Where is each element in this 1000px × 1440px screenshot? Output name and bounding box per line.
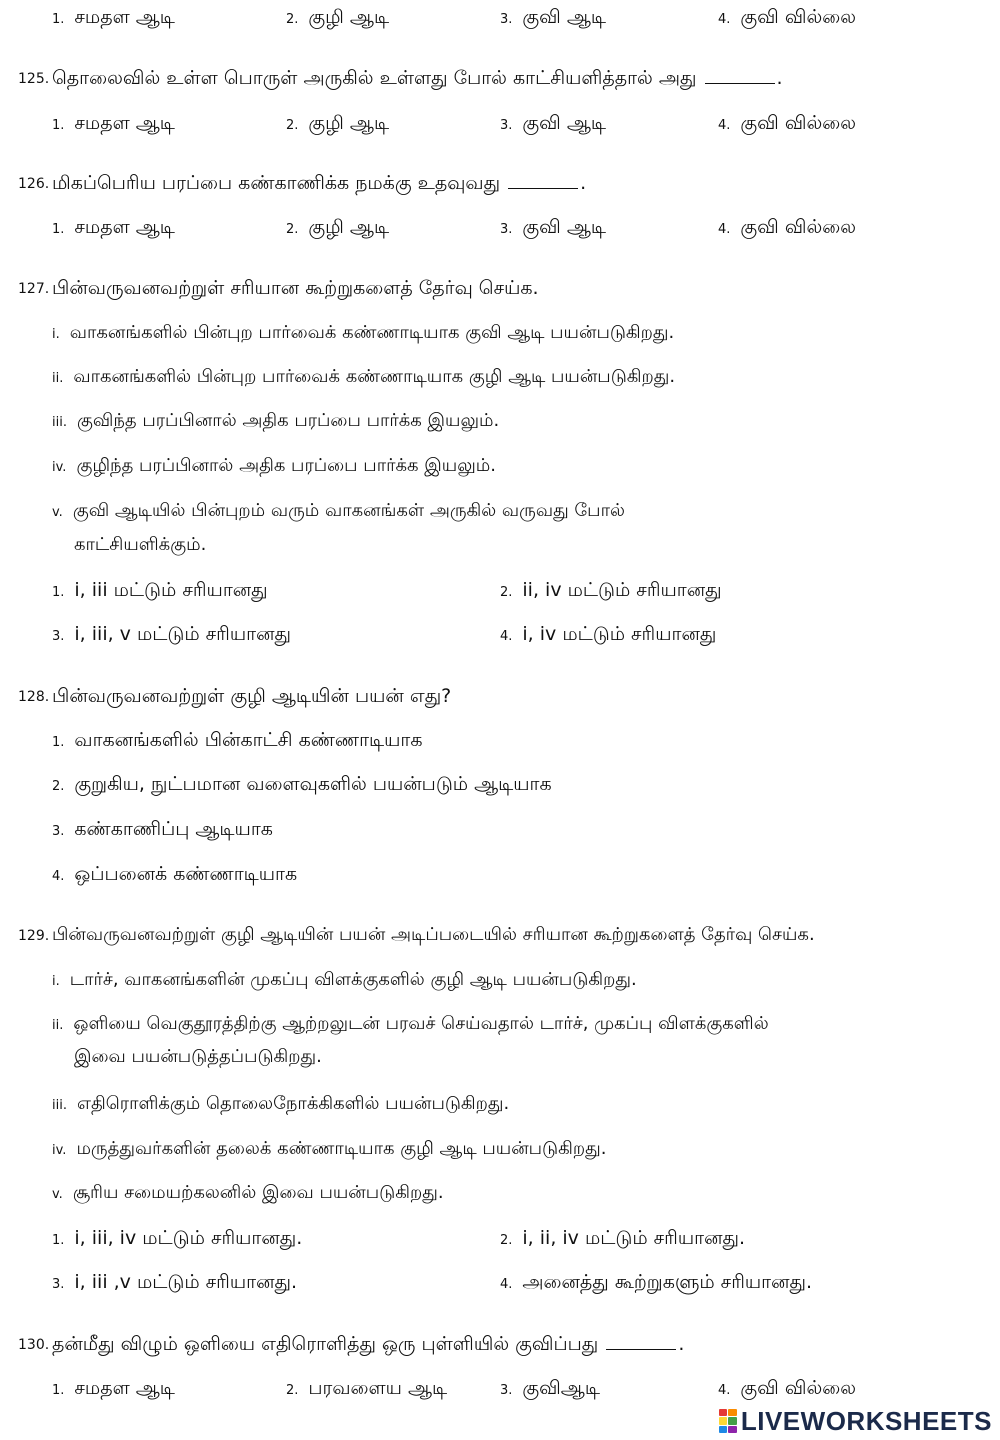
q130-option-3[interactable]: 3. குவிஆடி — [500, 1377, 600, 1399]
q124-option-1[interactable]: 1. சமதள ஆடி — [52, 6, 175, 28]
q125-number: 125. — [18, 71, 50, 87]
liveworksheets-logo-icon — [719, 1409, 737, 1433]
q130-option-4[interactable]: 4. குவி வில்லை — [718, 1377, 856, 1399]
q125-option-4[interactable]: 4. குவி வில்லை — [718, 112, 856, 134]
q129-statement-ii: ii. ஒளியை வெகுதூரத்திற்கு ஆற்றலுடன் பரவச் செய்வதால் டார்ச், முகப்பு விளக்குகளில் — [52, 1013, 769, 1034]
q126-number: 126. — [18, 176, 50, 192]
q129-statement-iv: iv. மருத்துவர்களின் தலைக் கண்ணாடியாக குழி ஆடி பயன்படுகிறது. — [52, 1138, 607, 1159]
liveworksheets-logo[interactable] — [719, 1406, 992, 1436]
q129-text: பின்வருவனவற்றுள் குழி ஆடியின் பயன் அடிப்படையில் சரியான கூற்றுகளைத் தேர்வு செய்க. — [52, 924, 815, 945]
q129-statement-i: i. டார்ச், வாகனங்களின் முகப்பு விளக்குகளில் குழி ஆடி பயன்படுகிறது. — [52, 969, 637, 990]
q128-option-3[interactable]: 3. கண்காணிப்பு ஆடியாக — [52, 818, 273, 840]
q127-text: பின்வருவனவற்றுள் சரியான கூற்றுகளைத் தேர்வு செய்க. — [52, 277, 539, 299]
q127-number: 127. — [18, 281, 50, 297]
q124-option-4[interactable]: 4. குவி வில்லை — [718, 6, 856, 28]
q130-option-2[interactable]: 2. பரவளைய ஆடி — [286, 1377, 448, 1399]
q129-option-3[interactable]: 3. i, iii ,v மட்டும் சரியானது. — [52, 1271, 298, 1293]
q129-number: 129. — [18, 928, 50, 944]
q125-text: தொலைவில் உள்ள பொருள் அருகில் உள்ளது போல் காட்சியளித்தால் அது . — [52, 67, 783, 89]
q124-option-3[interactable]: 3. குவி ஆடி — [500, 6, 606, 28]
q127-option-2[interactable]: 2. ii, iv மட்டும் சரியானது — [500, 579, 722, 601]
q129-option-1[interactable]: 1. i, iii, iv மட்டும் சரியானது. — [52, 1227, 303, 1249]
q125-blank[interactable] — [705, 65, 775, 84]
q126-text: மிகப்பெரிய பரப்பை கண்காணிக்க நமக்கு உதவுவது . — [52, 172, 587, 194]
q124-option-2[interactable]: 2. குழி ஆடி — [286, 6, 390, 28]
q129-option-2[interactable]: 2. i, ii, iv மட்டும் சரியானது. — [500, 1227, 746, 1249]
q127-statement-v: v. குவி ஆடியில் பின்புறம் வரும் வாகனங்கள் அருகில் வருவது போல் — [52, 500, 625, 521]
q129-statement-iii: iii. எதிரொளிக்கும் தொலைநோக்கிகளில் பயன்படுகிறது. — [52, 1093, 510, 1114]
q125-option-1[interactable]: 1. சமதள ஆடி — [52, 112, 175, 134]
q127-statement-i: i. வாகனங்களில் பின்புற பார்வைக் கண்ணாடியாக குவி ஆடி பயன்படுகிறது. — [52, 322, 675, 343]
q126-blank[interactable] — [508, 170, 578, 189]
q126-option-2[interactable]: 2. குழி ஆடி — [286, 216, 390, 238]
q128-option-1[interactable]: 1. வாகனங்களில் பின்காட்சி கண்ணாடியாக — [52, 729, 423, 751]
q127-option-3[interactable]: 3. i, iii, v மட்டும் சரியானது — [52, 623, 291, 645]
q128-text: பின்வருவனவற்றுள் குழி ஆடியின் பயன் எது? — [52, 685, 452, 707]
q128-option-2[interactable]: 2. குறுகிய, நுட்பமான வளைவுகளில் பயன்படும் ஆடியாக — [52, 773, 552, 795]
q129-statement-ii-cont: இவை பயன்படுத்தப்படுகிறது. — [74, 1046, 322, 1067]
q130-number: 130. — [18, 1337, 50, 1353]
q126-option-3[interactable]: 3. குவி ஆடி — [500, 216, 606, 238]
liveworksheets-logo-text: LIVEWORKSHEETS — [740, 1405, 992, 1436]
q125-option-2[interactable]: 2. குழி ஆடி — [286, 112, 390, 134]
q127-statement-iv: iv. குழிந்த பரப்பினால் அதிக பரப்பை பார்க்க இயலும். — [52, 455, 496, 476]
q129-option-4[interactable]: 4. அனைத்து கூற்றுகளும் சரியானது. — [500, 1271, 813, 1293]
q125-option-3[interactable]: 3. குவி ஆடி — [500, 112, 606, 134]
q127-option-4[interactable]: 4. i, iv மட்டும் சரியானது — [500, 623, 717, 645]
q128-option-4[interactable]: 4. ஒப்பனைக் கண்ணாடியாக — [52, 863, 298, 885]
q130-text: தன்மீது விழும் ஒளியை எதிரொளித்து ஒரு புள்ளியில் குவிப்பது . — [52, 1333, 685, 1355]
q126-option-1[interactable]: 1. சமதள ஆடி — [52, 216, 175, 238]
q130-blank[interactable] — [606, 1331, 676, 1350]
q127-statement-ii: ii. வாகனங்களில் பின்புற பார்வைக் கண்ணாடியாக குழி ஆடி பயன்படுகிறது. — [52, 366, 676, 387]
q128-number: 128. — [18, 689, 50, 705]
q129-statement-v: v. சூரிய சமையற்கலனில் இவை பயன்படுகிறது. — [52, 1182, 444, 1203]
q126-option-4[interactable]: 4. குவி வில்லை — [718, 216, 856, 238]
q127-statement-iii: iii. குவிந்த பரப்பினால் அதிக பரப்பை பார்க்க இயலும். — [52, 410, 500, 431]
q127-statement-v-cont: காட்சியளிக்கும். — [74, 534, 207, 555]
q130-option-1[interactable]: 1. சமதள ஆடி — [52, 1377, 175, 1399]
q127-option-1[interactable]: 1. i, iii மட்டும் சரியானது — [52, 579, 268, 601]
